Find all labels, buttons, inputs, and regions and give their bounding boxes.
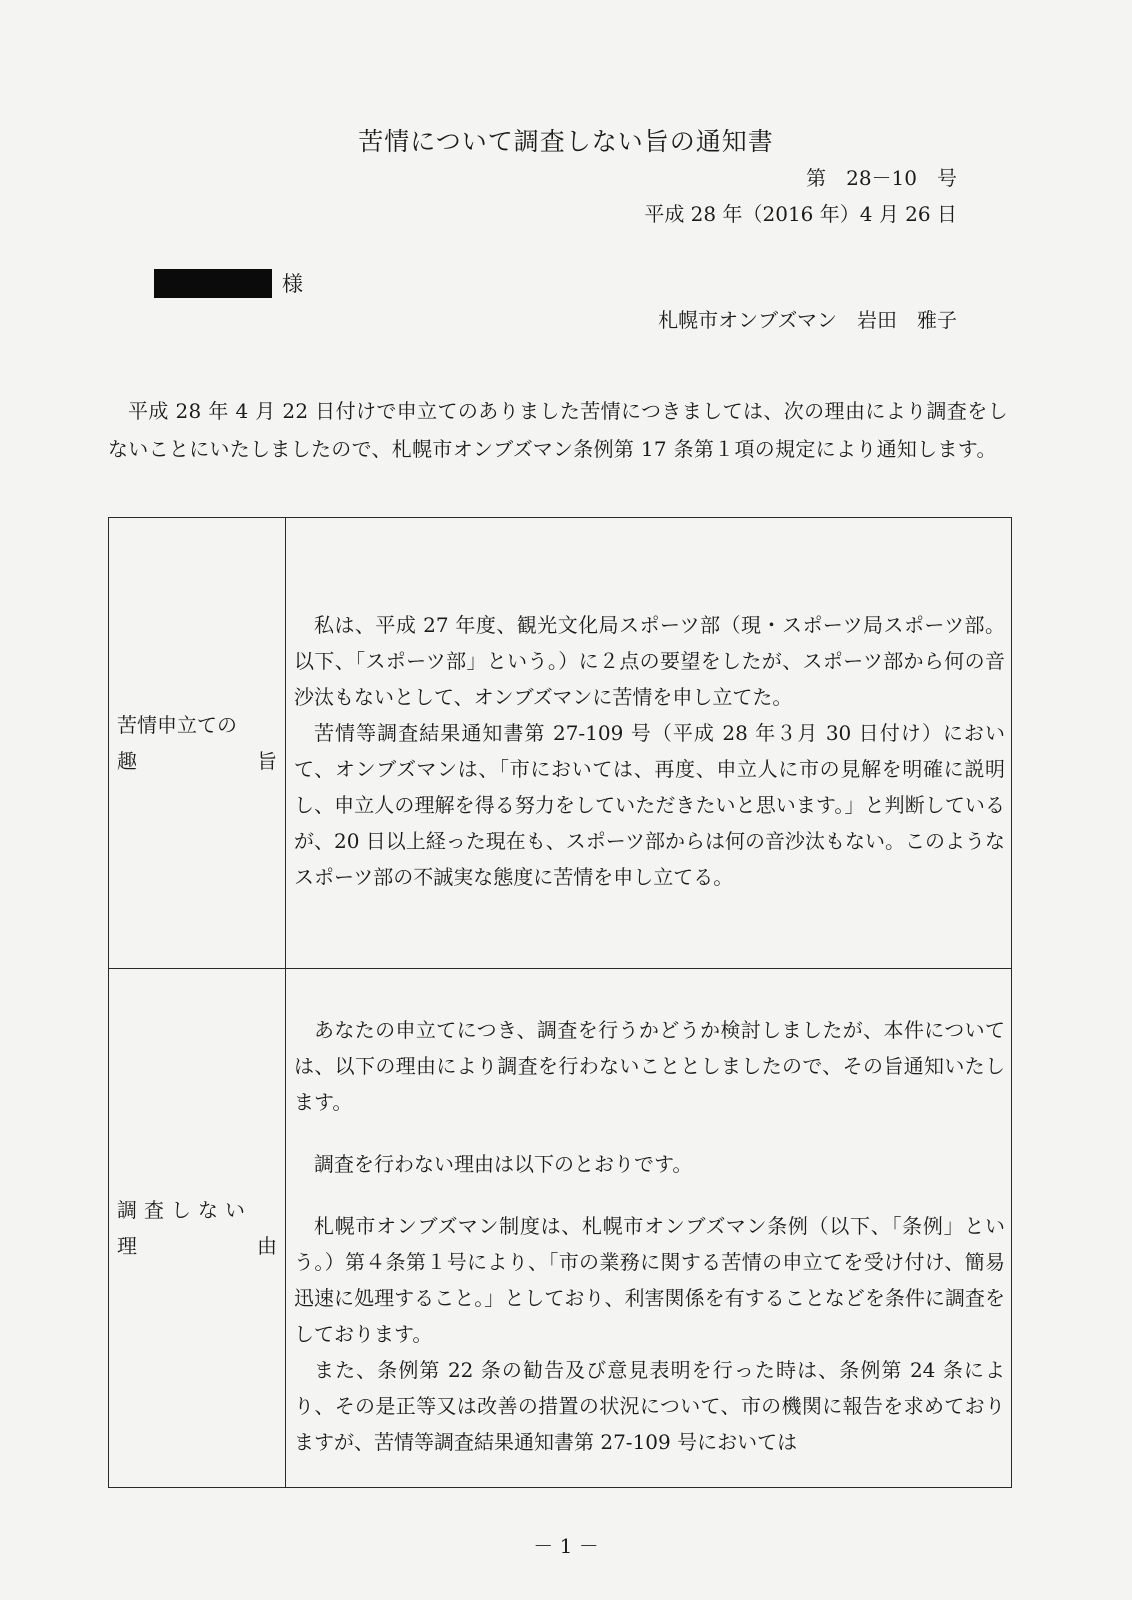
label-line: 調査しない: [117, 1198, 252, 1222]
intro-paragraph: 平成 28 年 4 月 22 日付けで申立てのありました苦情につきましては、次の理由により調査をしないことにいたしましたので、札幌市オンブズマン条例第 17 条第１項の規定により通知します。: [108, 399, 1008, 461]
document-date: 平成 28 年（2016 年）4 月 26 日: [644, 202, 957, 226]
details-table: [108, 517, 1012, 1488]
label-char: 旨: [257, 749, 277, 773]
paragraph: 札幌市オンブズマン制度は、札幌市オンブズマン条例（以下、「条例」という。）第４条第１号により、「市の業務に関する苦情の申立てを受け付け、簡易迅速に処理すること。」としており、利害関係を有することなどを条件に調査をしております。: [294, 1214, 1005, 1346]
row-label-complaint: [109, 518, 286, 969]
row-content-reason: [286, 969, 1012, 1488]
table-row-reason: [109, 969, 1012, 1488]
row-content-complaint: [286, 518, 1012, 969]
document-title: 苦情について調査しない旨の通知書: [358, 127, 774, 156]
recipient: [154, 268, 303, 298]
recipient-suffix: 様: [282, 272, 303, 296]
sender: 札幌市オンブズマン 岩田 雅子: [658, 308, 957, 332]
paragraph: 苦情等調査結果通知書第 27-109 号（平成 28 年３月 30 日付け）において、オンブズマンは、「市においては、再度、申立人に市の見解を明確に説明し、申立人の理解を得る努力をしていただきたいと思います。」と判断しているが、20 日以上経った現在も、スポーツ部からは何の音沙汰もない。このようなスポーツ部の不誠実な態度に苦情を申し立てる。: [294, 721, 1006, 889]
paragraph: また、条例第 22 条の勧告及び意見表明を行った時は、条例第 24 条により、その是正等又は改善の措置の状況について、市の機関に報告を求めておりますが、苦情等調査結果通知書第 27-109 号においては: [294, 1358, 1005, 1454]
label-char: 由: [257, 1234, 277, 1258]
document-number: 第 28－10 号: [806, 166, 957, 190]
redacted-name-block: [154, 269, 272, 298]
label-char: 趣: [117, 749, 137, 773]
row-label-reason: [109, 969, 286, 1488]
label-line: 苦情申立ての: [117, 713, 237, 737]
page-number: － 1 －: [533, 1534, 599, 1558]
label-char: 理: [117, 1234, 137, 1258]
table-row-complaint: [109, 518, 1012, 969]
paragraph: 私は、平成 27 年度、観光文化局スポーツ部（現・スポーツ局スポーツ部。以下、「スポーツ部」という。）に２点の要望をしたが、スポーツ部から何の音沙汰もないとして、オンブズマンに苦情を申し立てた。: [294, 613, 1005, 709]
paragraph: 調査を行わない理由は以下のとおりです。: [314, 1152, 693, 1176]
paragraph: あなたの申立てにつき、調査を行うかどうか検討しましたが、本件については、以下の理由により調査を行わないこととしましたので、その旨通知いたします。: [294, 1018, 1005, 1114]
